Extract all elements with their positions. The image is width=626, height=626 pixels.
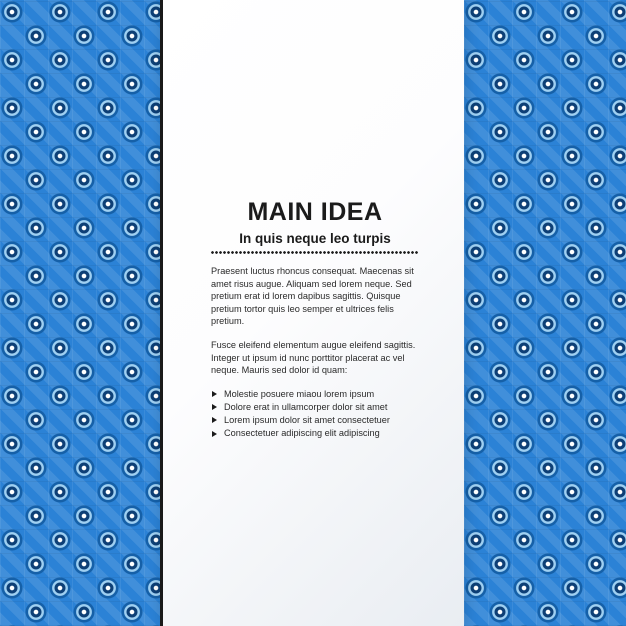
- body-paragraph-1: Praesent luctus rhoncus consequat. Maecenas sit amet risus augue. Aliquam sed lorem neque. Sed pretium erat id lorem dapibus sagittis. Quisque pretium tortor quis leo semper et ultrices felis pretium.: [211, 266, 414, 327]
- body-paragraph-2: Fusce eleifend elementum augue eleifend sagittis. Integer ut ipsum id nunc porttitor placerat ac vel neque. Mauris sed dolor id quam:: [211, 339, 416, 376]
- list-item: [211, 401, 419, 414]
- triangle-bullet-icon: [212, 417, 217, 423]
- dotted-divider: [211, 251, 419, 254]
- list-item-label: Dolore erat in ullamcorper dolor sit amet: [224, 401, 388, 412]
- page-subtitle: In quis neque leo turpis: [239, 231, 391, 246]
- triangle-bullet-icon: [212, 391, 217, 397]
- list-item: [211, 427, 419, 440]
- list-item-label: Lorem ipsum dolor sit amet consectetuer: [224, 415, 390, 426]
- bullet-list: [211, 388, 419, 441]
- triangle-bullet-icon: [212, 404, 217, 410]
- triangle-bullet-icon: [212, 431, 217, 437]
- ornamental-pattern-left: [0, 0, 160, 626]
- content-sheet: [163, 0, 464, 626]
- content-block: [211, 198, 419, 441]
- page-title: MAIN IDEA: [247, 198, 383, 226]
- list-item-label: Consectetuer adipiscing elit adipiscing: [224, 428, 380, 439]
- list-item: [211, 388, 419, 401]
- ornamental-pattern-right: [464, 0, 626, 626]
- list-item-label: Molestie posuere miaou lorem ipsum: [224, 388, 375, 399]
- list-item: [211, 414, 419, 427]
